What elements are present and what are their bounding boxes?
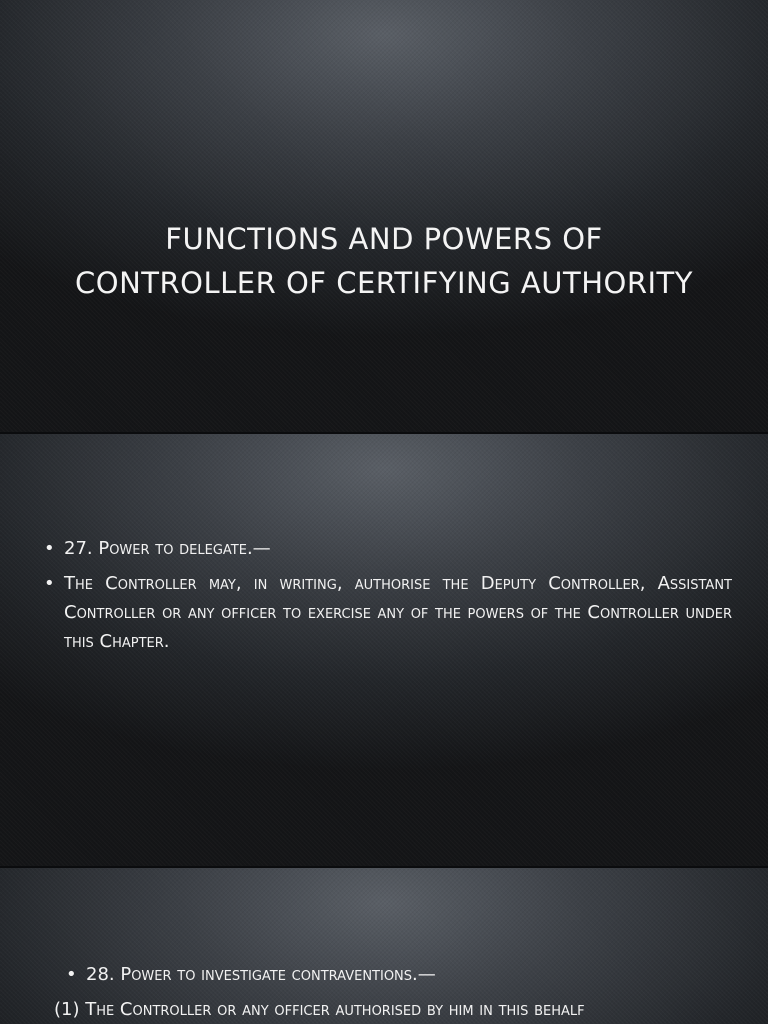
slide-2 <box>0 434 768 866</box>
bullet-text: 28. Power to investigate contraventions.— <box>86 964 436 985</box>
list-item <box>54 995 738 1024</box>
list-item <box>62 960 738 989</box>
list-item <box>40 534 732 563</box>
bullet-list <box>40 534 732 662</box>
bullet-icon: • <box>44 538 55 559</box>
title-line-1: FUNCTIONS AND POWERS OF <box>165 222 603 257</box>
bullet-icon: • <box>44 573 55 594</box>
paragraph-text: (1) The Controller or any officer authorised by him in this behalf <box>54 999 585 1020</box>
bullet-text: 27. Power to delegate.— <box>64 538 271 559</box>
slide-title <box>0 217 768 305</box>
slide-3 <box>0 868 768 1024</box>
bullet-icon: • <box>66 964 77 985</box>
bullet-list <box>54 960 738 1024</box>
bullet-text: The Controller may, in writing, authorise the Deputy Controller, Assistant Controller or any officer to exercise any of the powers of the Controller under this Chapter. <box>64 573 732 652</box>
slide-1 <box>0 0 768 432</box>
title-line-2: CONTROLLER OF CERTIFYING AUTHORITY <box>75 266 693 301</box>
list-item <box>40 569 732 656</box>
